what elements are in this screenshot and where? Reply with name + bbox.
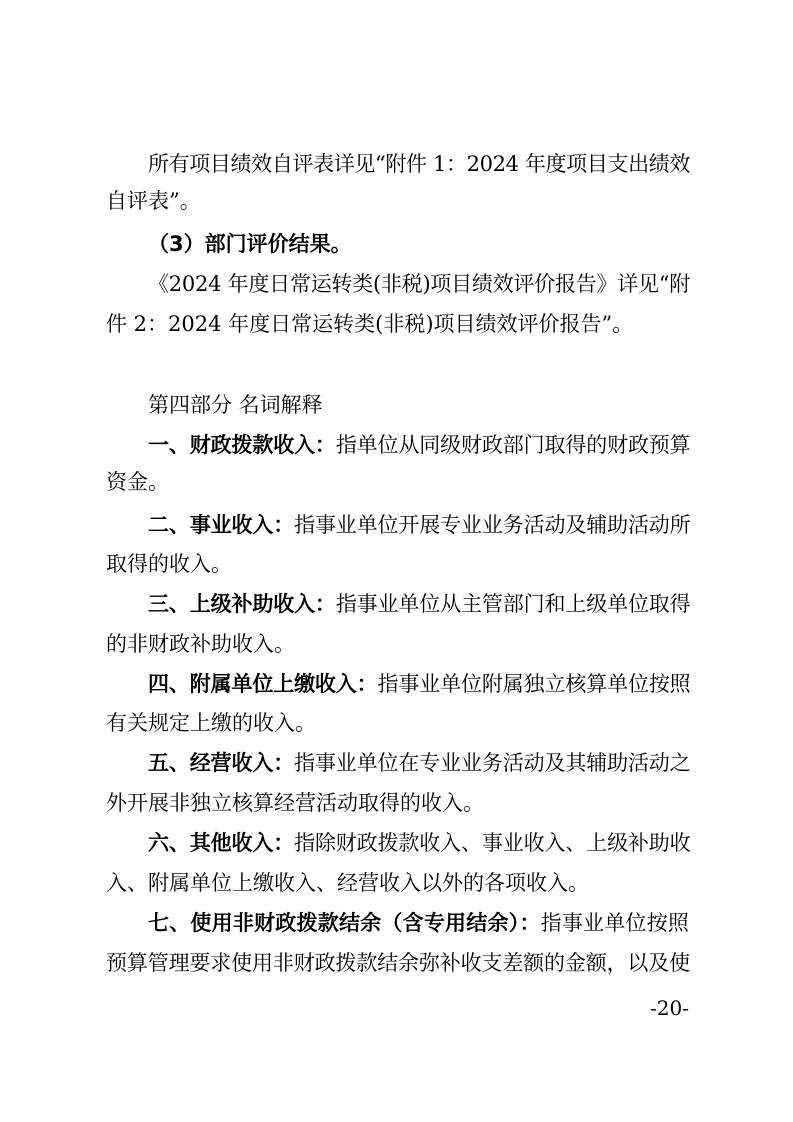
term-line (148, 911, 689, 935)
term-line-continued: 取得的收入。 (106, 552, 232, 576)
term-definition: 指事业单位从主管部门和上级单位取得 (335, 592, 691, 616)
term-name: 六、其他收入： (148, 831, 295, 855)
term-definition: 指事业单位在专业业务活动及其辅助活动之 (294, 751, 691, 775)
term-line (148, 751, 691, 775)
term-name: 七、使用非财政拨款结余（含专用结余）： (148, 911, 541, 935)
term-line (148, 592, 691, 616)
subheading: （3）部门评价结果。 (148, 232, 352, 256)
term-line-continued: 资金。 (106, 470, 169, 494)
paragraph-line: 自评表”。 (106, 189, 201, 213)
term-name: 一、财政拨款收入： (148, 433, 336, 457)
paragraph-line: 件 2：2024 年度日常运转类(非税)项目绩效评价报告”。 (106, 312, 634, 336)
term-definition: 指除财政拨款收入、事业收入、上级补助收 (294, 831, 691, 855)
term-line-continued: 预算管理要求使用非财政拨款结余弥补收支差额的金额，以及使 (106, 951, 690, 975)
term-line-continued: 的非财政补助收入。 (106, 632, 295, 656)
term-name: 二、事业收入： (148, 513, 295, 537)
term-line-continued: 有关规定上缴的收入。 (106, 711, 316, 735)
term-definition: 指事业单位附属独立核算单位按照 (377, 672, 691, 696)
term-line (148, 513, 691, 537)
term-definition: 指事业单位开展专业业务活动及辅助活动所 (294, 513, 691, 537)
term-line (148, 672, 691, 696)
term-name: 五、经营收入： (148, 751, 295, 775)
term-line-continued: 入、附属单位上缴收入、经营收入以外的各项收入。 (106, 871, 589, 895)
term-line (148, 433, 691, 457)
term-definition: 指事业单位按照 (540, 911, 690, 935)
term-definition: 指单位从同级财政部门取得的财政预算 (335, 433, 691, 457)
term-name: 三、上级补助收入： (148, 592, 336, 616)
paragraph-line: 所有项目绩效自评表详见“附件 1：2024 年度项目支出绩效 (148, 152, 690, 176)
page-number: -20- (650, 996, 689, 1020)
paragraph-line: 《2024 年度日常运转类(非税)项目绩效评价报告》详见“附 (148, 272, 690, 296)
term-line (148, 831, 691, 855)
term-name: 四、附属单位上缴收入： (148, 672, 378, 696)
term-line-continued: 外开展非独立核算经营活动取得的收入。 (106, 791, 484, 815)
section-heading: 第四部分 名词解释 (148, 393, 323, 417)
